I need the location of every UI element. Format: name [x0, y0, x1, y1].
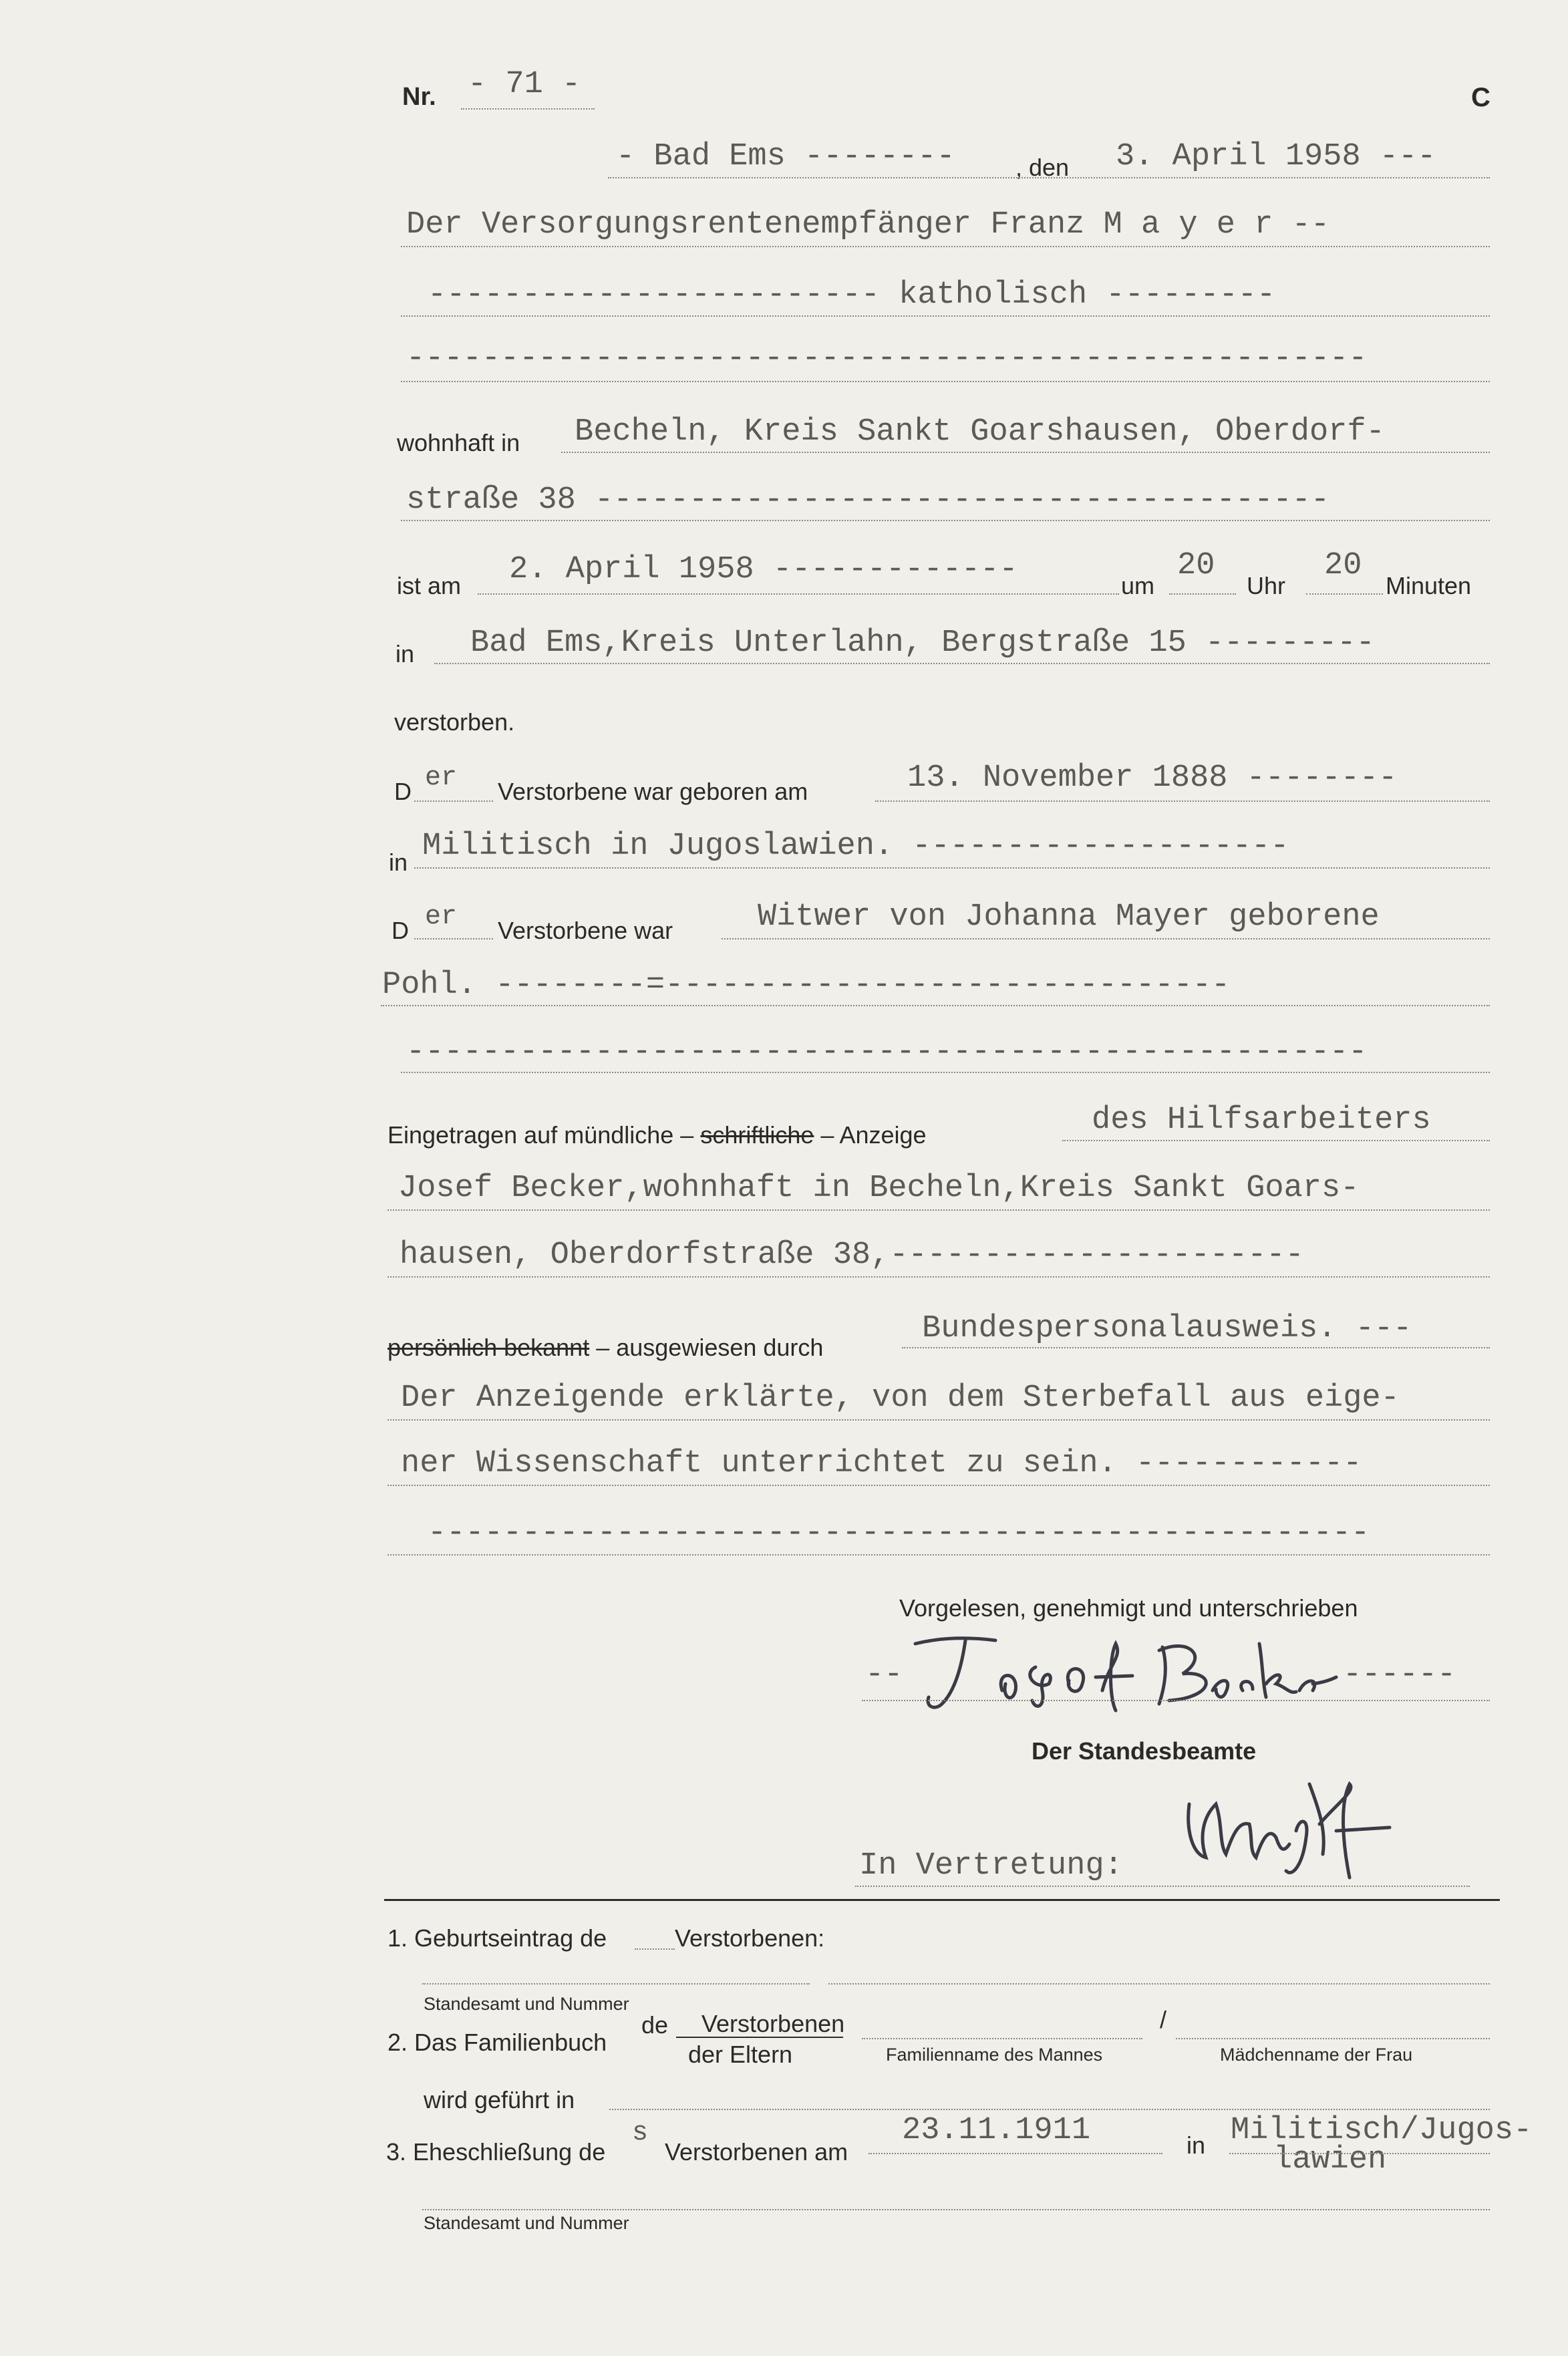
- status-value3: ---------------------------------------------------: [406, 1034, 1368, 1070]
- status-label: Verstorbene war: [498, 917, 673, 944]
- birth-label: Verstorbene war geboren am: [498, 778, 808, 805]
- vertretung-rule: [855, 1886, 1470, 1887]
- item2-eltern: der Eltern: [688, 2041, 793, 2068]
- item3-verstorbenen: Verstorbenen am: [665, 2138, 848, 2166]
- standesamt1-rule: [422, 1983, 810, 1984]
- corner-mark: C: [1471, 83, 1491, 112]
- report-rule1: [1062, 1140, 1490, 1141]
- religion-rule: [401, 315, 1490, 317]
- vertretung-label: In Vertretung:: [859, 1848, 1123, 1884]
- status-value2: Pohl. --------=------------------------------: [382, 968, 1231, 1003]
- identification-value: Bundespersonalausweis. ---: [922, 1311, 1412, 1346]
- statement-line3: --------------------------------------------------: [428, 1515, 1370, 1551]
- item2-fraction-rule: [676, 2037, 843, 2038]
- maedchenname-label: Mädchenname der Frau: [1220, 2045, 1413, 2065]
- birth-suffix: er: [425, 763, 458, 793]
- statement-line1: Der Anzeigende erklärte, von dem Sterbefall aus eige-: [401, 1380, 1400, 1416]
- familienname-rule: [862, 2038, 1142, 2039]
- statement-rule3: [387, 1554, 1490, 1556]
- informant-dashes-left: --: [865, 1657, 903, 1692]
- residence-line1: Becheln, Kreis Sankt Goarshausen, Oberdorf-: [575, 414, 1385, 450]
- date-line: [608, 177, 1490, 178]
- ist-am-label: ist am: [397, 572, 462, 599]
- informant-signature-graphic: [902, 1617, 1343, 1717]
- hour-rule: [1169, 593, 1236, 595]
- report-rule3: [387, 1276, 1490, 1278]
- um-label: um: [1121, 572, 1155, 599]
- residence-rule1: [561, 452, 1490, 453]
- read-approved-label: Vorgelesen, genehmigt und unterschrieben: [899, 1594, 1358, 1622]
- statement-rule1: [387, 1419, 1490, 1421]
- item1-suffix-rule: [635, 1948, 675, 1950]
- birth-date: 13. November 1888 --------: [907, 760, 1398, 796]
- religion-line: ------------------------ katholisch ---------: [428, 277, 1276, 313]
- birth-d-label: D: [394, 778, 412, 805]
- place-value: - Bad Ems --------: [616, 139, 955, 174]
- identification-label: [387, 1334, 823, 1362]
- item3-label: 3. Eheschließung de: [386, 2138, 606, 2166]
- status-rule1: [722, 938, 1490, 939]
- item2-label: 2. Das Familienbuch: [387, 2029, 607, 2056]
- standesamt3-label: Standesamt und Nummer: [424, 2213, 629, 2233]
- marriage-date: 23.11.1911: [902, 2113, 1091, 2148]
- residence-rule2: [401, 520, 1490, 521]
- death-place: Bad Ems,Kreis Unterlahn, Bergstraße 15 ---------: [470, 625, 1375, 661]
- statement-rule2: [387, 1485, 1490, 1486]
- nr-value: - 71 -: [468, 67, 581, 102]
- death-date-rule: [478, 593, 1119, 595]
- informant-dashes-right: ------: [1343, 1657, 1456, 1692]
- status-value1: Witwer von Johanna Mayer geborene: [758, 899, 1380, 935]
- identification-struck: persönlich bekannt: [387, 1334, 590, 1361]
- date-value: 3. April 1958 ---: [1116, 139, 1436, 174]
- item1-value-rule: [828, 1983, 1490, 1984]
- item2-de: de: [641, 2011, 669, 2039]
- death-hour: 20: [1177, 548, 1215, 583]
- gefuehrt-rule: [609, 2109, 1490, 2110]
- nr-label: Nr.: [402, 83, 436, 111]
- person-line3-rule: [401, 381, 1490, 382]
- identification-text: – ausgewiesen durch: [596, 1334, 824, 1361]
- marriage-place-rule: [1229, 2153, 1490, 2154]
- maedchenname-rule: [1176, 2038, 1490, 2039]
- marriage-date-rule: [869, 2153, 1162, 2154]
- residence-line2: straße 38 ---------------------------------------: [406, 482, 1330, 518]
- report-rule2: [387, 1209, 1490, 1211]
- informant-signature-rule: [862, 1700, 1490, 1701]
- status-suffix-rule: [414, 938, 493, 939]
- birth-date-rule: [875, 800, 1490, 802]
- standesamt3-rule: [422, 2209, 1490, 2210]
- death-date: 2. April 1958 -------------: [509, 552, 1018, 587]
- death-in-label: in: [396, 640, 415, 668]
- birth-suffix-rule: [414, 800, 493, 802]
- familienname-label: Familienname des Mannes: [886, 2045, 1103, 2065]
- death-place-rule: [434, 663, 1490, 664]
- identification-rule: [902, 1347, 1490, 1348]
- informant-signature: [902, 1617, 1343, 1717]
- report-value2: Josef Becker,wohnhaft in Becheln,Kreis Sankt Goars-: [398, 1171, 1360, 1206]
- birth-place: Militisch in Jugoslawien. --------------------: [422, 829, 1289, 864]
- status-rule2: [381, 1005, 1490, 1006]
- report-label: [387, 1121, 927, 1149]
- verstorben-label: verstorben.: [394, 708, 515, 736]
- nr-line: [461, 108, 595, 110]
- person-line1: Der Versorgungsrentenempfänger Franz M a y e r --: [406, 207, 1330, 243]
- name-separator: /: [1160, 2006, 1167, 2033]
- registrar-signature-graphic: [1176, 1764, 1430, 1884]
- item1-suffix: Verstorbenen:: [675, 1924, 825, 1952]
- registrar-title: Der Standesbeamte: [1032, 1737, 1257, 1765]
- registrar-signature: [1176, 1764, 1430, 1884]
- report-label-prefix: Eingetragen auf mündliche –: [387, 1121, 694, 1149]
- item3-s: s: [632, 2118, 649, 2148]
- marriage-place1: Militisch/Jugos-: [1231, 2113, 1533, 2148]
- gefuehrt-label: wird geführt in: [424, 2086, 575, 2113]
- status-rule3: [401, 1072, 1490, 1073]
- den-label: , den: [1015, 154, 1070, 181]
- item2-verstorbenen: Verstorbenen: [701, 2010, 845, 2037]
- person-line3: ---------------------------------------------------: [406, 341, 1368, 376]
- birth-place-rule: [414, 867, 1490, 869]
- section-divider: [384, 1899, 1500, 1901]
- report-value3: hausen, Oberdorfstraße 38,----------------------: [400, 1237, 1304, 1273]
- death-minutes: 20: [1324, 548, 1362, 583]
- status-suffix: er: [425, 902, 458, 932]
- report-value1: des Hilfsarbeiters: [1092, 1102, 1431, 1138]
- residence-label: wohnhaft in: [397, 429, 520, 456]
- standesamt1-label: Standesamt und Nummer: [424, 1994, 629, 2014]
- minutes-rule: [1306, 593, 1383, 595]
- uhr-label: Uhr: [1247, 572, 1286, 599]
- birth-in-label: in: [389, 849, 408, 876]
- report-label-struck: schriftliche: [700, 1121, 814, 1149]
- minuten-label: Minuten: [1386, 572, 1472, 599]
- item1-label: 1. Geburtseintrag de: [387, 1924, 607, 1952]
- status-d-label: D: [391, 917, 409, 944]
- statement-line2: ner Wissenschaft unterrichtet zu sein. ------------: [401, 1446, 1362, 1481]
- item3-in: in: [1187, 2131, 1206, 2159]
- report-label-suffix: – Anzeige: [820, 1121, 927, 1149]
- marriage-place2: lawien: [1273, 2142, 1387, 2178]
- person-line1-rule: [401, 246, 1490, 247]
